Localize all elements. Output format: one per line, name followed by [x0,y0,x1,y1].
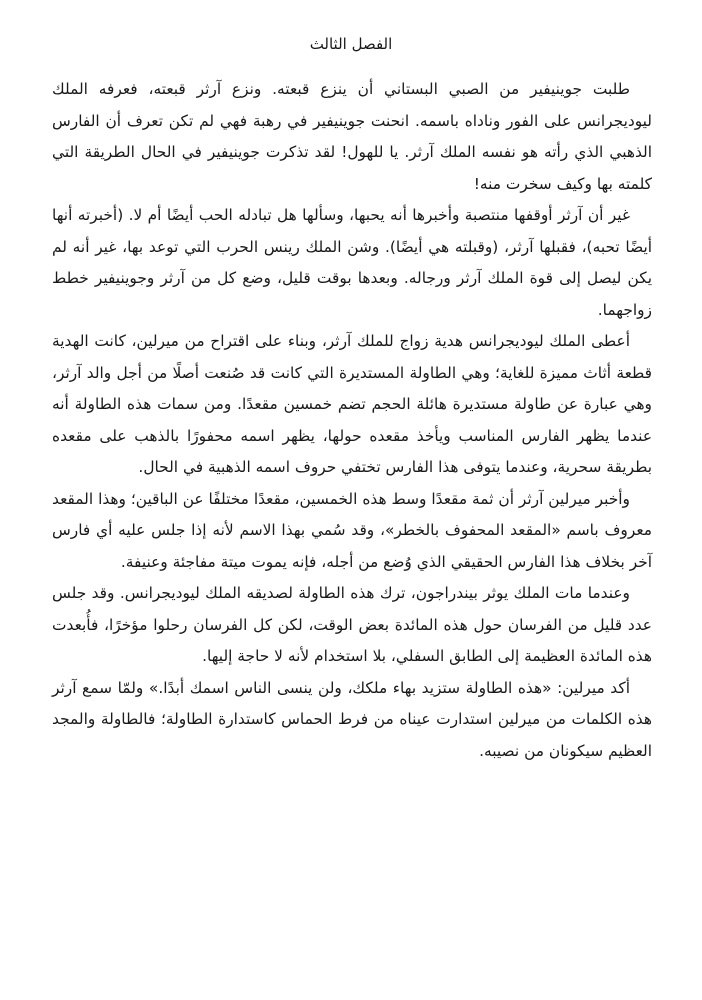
page-body [52,74,652,767]
paragraph: أكد ميرلين: «هذه الطاولة ستزيد بهاء ملكك، ولن ينسى الناس اسمك أبدًا.» ولمّا سمع آرثر هذه الكلمات من ميرلين استدارت عيناه من فرط الحماس كاستدارة الطاولة؛ فالطاولة والمجد العظيم سيكونان من نصيبه. [52,678,652,760]
paragraph: أعطى الملك ليوديجرانس هدية زواج للملك آرثر، وبناء على اقتراح من ميرلين، كانت الهدية قطعة أثاث مميزة للغاية؛ وهي الطاولة المستديرة التي كانت قد صُنعت أصلًا من أجل والد آرثر، وهي عبارة عن طاولة مستديرة هائلة الحجم تضم خمسين مقعدًا. ومن سمات هذه الطاولة أنه عندما يظهر الفارس المناسب ويأخذ مقعده حولها، يظهر اسمه محفورًا بالذهب على مقعده بطريقة سحرية، وعندما يتوفى هذا الفارس تختفي حروف اسمه الذهبية في الحال. [52,332,652,476]
paragraph: طلبت جوينيفير من الصبي البستاني أن ينزع قبعته. ونزع آرثر قبعته، فعرفه الملك ليوديجرانس على الفور وناداه باسمه. انحنت جوينيفير في رهبة فهي لم تكن تعرف أن الفارس الذهبي الذي رأته هو نفسه الملك آرثر. يا للهول! لقد تذكرت جوينيفير في الحال الطريقة التي كلمته بها وكيف سخرت منه! [52,80,652,193]
paragraph: وأخبر ميرلين آرثر أن ثمة مقعدًا وسط هذه الخمسين، مقعدًا مختلفًا عن الباقين؛ وهذا المقعد معروف باسم «المقعد المحفوف بالخطر»، وقد سُمي بهذا الاسم لأنه إذا جلس عليه أي فارس آخر بخلاف هذا الفارس الحقيقي الذي وُضع من أجله، فإنه يموت ميتة مفاجئة وعنيفة. [52,489,652,571]
paragraph: وعندما مات الملك يوثر بيندراجون، ترك هذه الطاولة لصديقه الملك ليوديجرانس. وقد جلس عدد قليل من الفرسان حول هذه المائدة بعض الوقت، لكن كل الفرسان رحلوا مؤخرًا، فأُبعدت هذه المائدة العظيمة إلى الطابق السفلي، بلا استخدام لأنه لا حاجة إليها. [52,584,652,665]
chapter-title: الفصل الثالث [309,35,393,53]
paragraph: غير أن آرثر أوقفها منتصبة وأخبرها أنه يحبها، وسألها هل تبادله الحب أيضًا أم لا. (أخبرته أنها أيضًا تحبه)، فقبلها آرثر، (وقبلته هي أيضًا). وشن الملك رينس الحرب التي توعد بها، غير أنه لم يكن ليصل إلى قوة الملك آرثر ورجاله. وبعدها بوقت قليل، وضع كل من آرثر وجوينيفير خطط زواجهما. [52,206,652,319]
